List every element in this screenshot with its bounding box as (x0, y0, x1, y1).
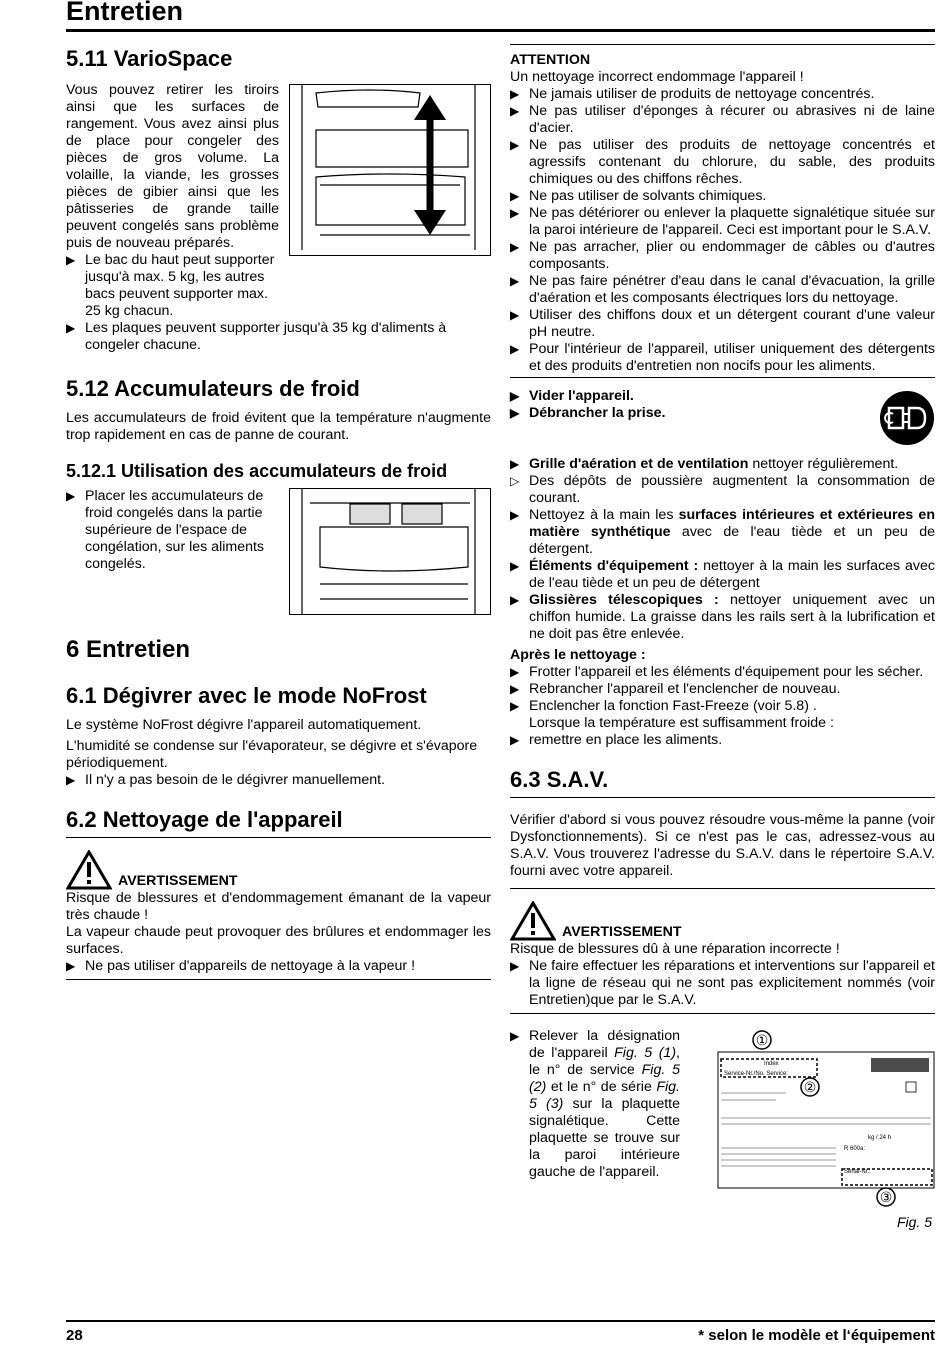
list-item: ▶ Ne faire effectuer les réparations et interventions sur l'appareil et la ligne de réseau qui ne sont pas explicitement nommés (voir Entretien)que par le S.A.V. (510, 958, 935, 1014)
section-6-2-title: 6.2 Nettoyage de l'appareil (66, 807, 343, 832)
list-item: ▶ Nettoyez à la main les surfaces intérieures et extérieures en matière synthétique avec de l'eau tiède et un peu de détergent. (510, 507, 935, 557)
list-item: ▶ Le bac du haut peut supporter jusqu'à max. 5 kg, les autres bacs peuvent supporter max. 25 kg chacun. (66, 252, 275, 319)
left-column (66, 0, 491, 980)
section-6-title: 6 Entretien (66, 636, 191, 663)
section-6-1-title: 6.1 Dégivrer avec le mode NoFrost (66, 683, 427, 708)
bullet-triangle-icon: ▶ (510, 138, 520, 152)
list-item: ▶ Enclencher la fonction Fast-Freeze (voir 5.8) . (510, 698, 817, 714)
bullet-triangle-icon: ▶ (510, 308, 520, 322)
list-item: ▶ Ne pas utiliser des produits de nettoyage concentrés et agressifs contenant du chlorure, du sable, des produits chimiques ou des chiffons rêches. (510, 137, 935, 187)
page-number: 28 (66, 1327, 83, 1344)
plate-r600: R 600a: (844, 1146, 866, 1152)
bullet-outline-triangle-icon: ▷ (510, 474, 520, 488)
footer-note: * selon le modèle et l‘équipement (698, 1327, 935, 1344)
list-item: ▶ Grille d'aération et de ventilation nettoyer régulièrement. (510, 456, 899, 472)
right-column (510, 0, 935, 1228)
bullet-triangle-icon: ▶ (510, 559, 520, 573)
bullet-triangle-icon: ▶ (510, 342, 520, 356)
bullet-triangle-icon: ▶ (510, 240, 520, 254)
bullet-triangle-icon: ▶ (510, 699, 520, 713)
bullet-triangle-icon: ▶ (510, 682, 520, 696)
callout-2: ② (803, 1080, 817, 1096)
plate-service: Service-Nr./No. Service: (724, 1071, 789, 1077)
bullet-triangle-icon: ▶ (510, 406, 520, 420)
plate-serial: Serial-Nr.: (844, 1169, 871, 1175)
list-item: ▶ Vider l'appareil. (510, 388, 634, 404)
bullet-triangle-icon: ▶ (510, 189, 520, 203)
bullet-triangle-icon: ▶ (510, 104, 520, 118)
bullet-triangle-icon: ▶ (66, 321, 76, 335)
list-item: ▶ Éléments d'équipement : nettoyer à la main les surfaces avec de l'eau tiède et un peu de détergent (510, 558, 935, 591)
list-item: ▶ Les plaques peuvent supporter jusqu'à 35 kg d'aliments à congeler chacune. (66, 320, 447, 353)
footer-rule (66, 1320, 935, 1322)
list-item: ▶ Utiliser des chiffons doux et un détergent courant d'une valeur pH neutre. (510, 307, 935, 340)
list-item: ▶ Placer les accumulateurs de froid congelés dans la partie supérieure de l'espace de congélation, sur les aliments congelés. (66, 488, 265, 572)
bullet-triangle-icon: ▶ (510, 508, 520, 522)
bullet-triangle-icon: ▶ (510, 959, 520, 973)
list-item: ▶ Relever la désignation de l'appareil Fig. 5 (1), le n° de service Fig. 5 (2) et le n° de série Fig. 5 (3) sur la plaquette signalétique. Cette plaquette se trouve sur la paroi intérieure gauche de l'appareil. (510, 1028, 681, 1180)
bullet-triangle-icon: ▶ (510, 593, 520, 607)
bullet-triangle-icon: ▶ (510, 274, 520, 288)
list-item: ▶ Ne pas utiliser d'appareils de nettoyage à la vapeur ! (66, 958, 491, 980)
list-item: ▶ Ne pas détériorer ou enlever la plaquette signalétique située sur la paroi intérieure de l'appareil. Ceci est important pour le S.A.V. (510, 205, 935, 238)
unplug-icon (879, 390, 935, 446)
section-6-3-text: Vérifier d'abord si vous pouvez résoudre vous-même la panne (voir Dysfonctionnements). Si ce n'est pas le cas, adressez-vous au S.A.V. Vous trouverez l'adresse du S.A.V. dans le répertoire S.A.V. fourni avec votre appareil. (510, 812, 935, 879)
rating-plate-figure (716, 1028, 936, 1208)
list-item: ▶ Il n'y a pas besoin de le dégivrer manuellement. (66, 772, 386, 788)
section-6-3-title: 6.3 S.A.V. (510, 767, 609, 792)
list-item: ▶ Ne pas arracher, plier ou endommager de câbles ou d'autres composants. (510, 239, 935, 272)
double-arrow-icon (414, 95, 446, 235)
list-item: ▶ Ne pas utiliser de solvants chimiques. (510, 188, 767, 204)
section-5-12-title: 5.12 Accumulateurs de froid (66, 376, 360, 401)
fig-ref: Fig. 5 (3) (529, 1079, 680, 1112)
warning-text: Risque de blessures et d'endommagement émanant de la vapeur très chaude ! (66, 890, 491, 923)
bullet-triangle-icon: ▶ (66, 253, 76, 267)
fig-ref: Fig. 5 (1) (614, 1045, 677, 1061)
bullet-triangle-icon: ▶ (510, 733, 520, 747)
attention-intro: Un nettoyage incorrect endommage l'appareil ! (510, 69, 804, 85)
after-note: Lorsque la température est suffisamment froide : (529, 715, 834, 731)
bullet-triangle-icon: ▶ (510, 457, 520, 471)
warning-triangle-icon (66, 850, 112, 890)
list-item: ▶ Frotter l'appareil et les éléments d'équipement pour les sécher. (510, 664, 924, 680)
warning-label: AVERTISSEMENT (118, 873, 238, 889)
list-item: ▶ remettre en place les aliments. (510, 732, 723, 748)
variospace-illustration (289, 84, 491, 256)
section-5-12-1-title: 5.12.1 Utilisation des accumulateurs de froid (66, 461, 448, 481)
warning-text: La vapeur chaude peut provoquer des brûlures et endommager les surfaces. (66, 924, 491, 957)
callout-3: ③ (879, 1190, 893, 1206)
list-item: ▶ Ne pas faire pénétrer d'eau dans le canal d'évacuation, la grille d'aération et les composants électriques lors du nettoyage. (510, 273, 935, 306)
bullet-triangle-icon: ▶ (510, 389, 520, 403)
attention-label: ATTENTION (510, 52, 591, 68)
fig-ref: Fig. 5 (2) (529, 1062, 681, 1095)
list-item: ▶ Glissières télescopiques : nettoyer uniquement avec un chiffon humide. La graisse dans les rails sert à la lubrification et ne doit pas être enlevée. (510, 592, 935, 642)
warning-label: AVERTISSEMENT (562, 924, 682, 940)
bullet-triangle-icon: ▶ (510, 87, 520, 101)
cold-accumulator-illustration (289, 488, 491, 615)
after-cleaning-label: Après le nettoyage : (510, 647, 646, 663)
plate-index: Index (764, 1061, 779, 1067)
callout-1: ① (755, 1033, 769, 1049)
bullet-triangle-icon: ▶ (510, 1029, 520, 1043)
list-item: ▶ Débrancher la prise. (510, 405, 666, 421)
bullet-triangle-icon: ▶ (66, 489, 76, 503)
list-item: ▶ Rebrancher l'appareil et l'enclencher de nouveau. (510, 681, 841, 697)
warning-triangle-icon (510, 901, 556, 941)
list-item: ▶ Pour l'intérieur de l'appareil, utiliser uniquement des détergents et des produits d'entretien non nocifs pour les aliments. (510, 341, 935, 378)
list-item: ▷ Des dépôts de poussière augmentent la consommation de courant. (510, 473, 935, 506)
bullet-triangle-icon: ▶ (510, 206, 520, 220)
bullet-triangle-icon: ▶ (66, 959, 76, 973)
plate-kg24: kg / 24 h (868, 1135, 892, 1141)
warning-text: Risque de blessures dû à une réparation incorrecte ! (510, 941, 840, 957)
bullet-triangle-icon: ▶ (510, 665, 520, 679)
section-5-12-text: Les accumulateurs de froid évitent que la température n'augmente trop rapidement en cas de panne de courant. (66, 410, 491, 443)
section-5-11-intro: Vous pouvez retirer les tiroirs ainsi que les surfaces de rangement. Vous avez ainsi plus de place pour congeler des pièces de gros volume. La volaille, la viande, les grosses pièces de gibier ainsi que les pâtisseries de grande taille peuvent congelés sans problème puis de nouveau préparés. (66, 82, 279, 251)
page-header-title: Entretien (66, 0, 184, 26)
figure-caption: Fig. 5 (896, 1214, 932, 1230)
bullet-triangle-icon: ▶ (66, 773, 76, 787)
section-6-1-p2: L'humidité se condense sur l'évaporateur, se dégivre et s'évapore périodiquement. (66, 738, 478, 771)
list-item: ▶ Ne jamais utiliser de produits de nettoyage concentrés. (510, 86, 875, 102)
section-5-11-title: 5.11 VarioSpace (66, 46, 233, 71)
list-item: ▶ Ne pas utiliser d'éponges à récurer ou abrasives ni de laine d'acier. (510, 103, 935, 136)
section-6-1-p1: Le système NoFrost dégivre l'appareil automatiquement. (66, 717, 422, 733)
